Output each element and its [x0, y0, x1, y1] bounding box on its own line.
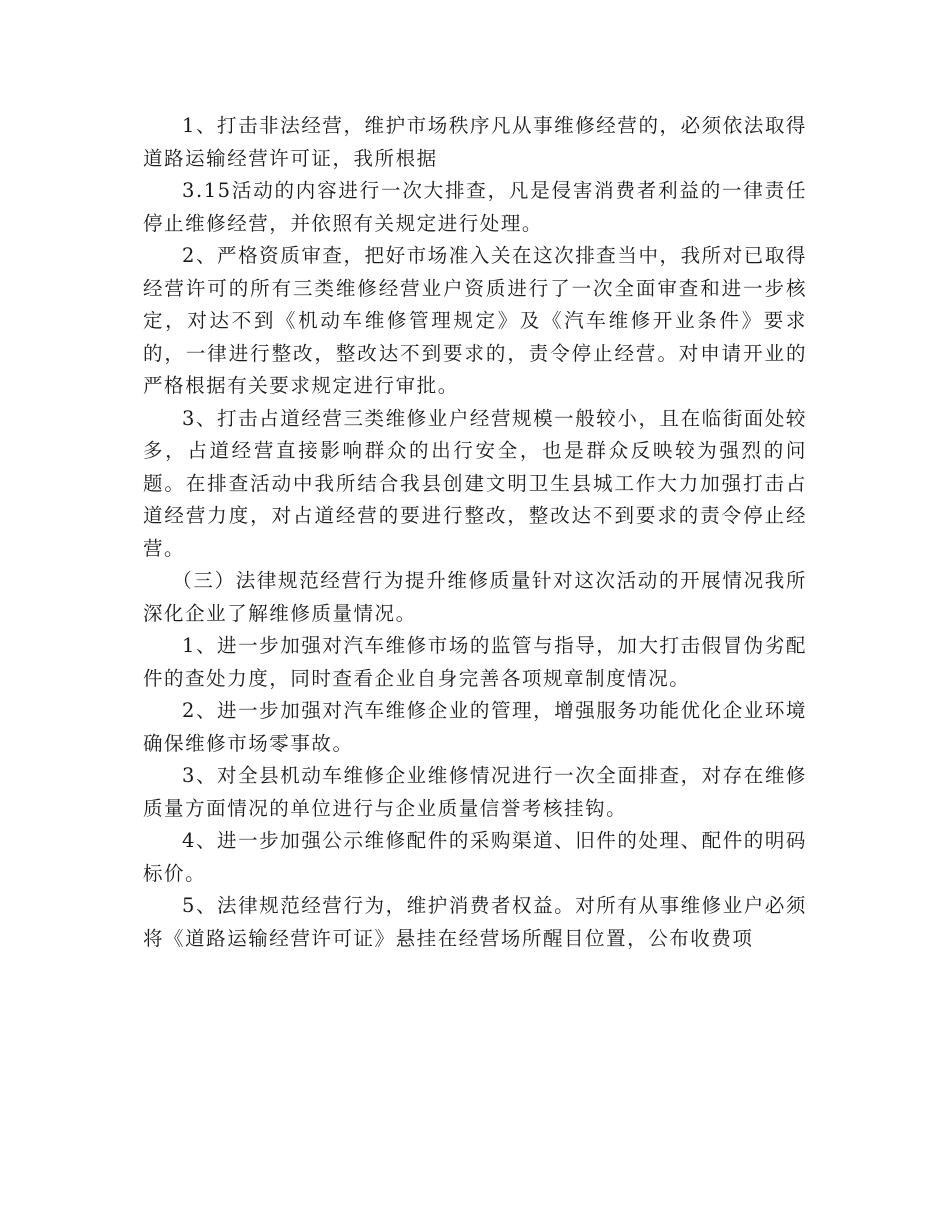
paragraph-enterprise-management: 2、进一步加强对汽车维修企业的管理，增强服务功能优化企业环境确保维修市场零事故。 — [143, 699, 807, 755]
paragraph-qualification-review: 2、严格资质审查，把好市场准入关在这次排查当中，我所对已取得经营许可的所有三类维修经营业户资质进行了一次全面审查和进一步核定，对达不到《机动车维修管理规定》及《汽车维修开业条件》要求的，一律进行整改，整改达不到要求的，责令停止经营。对申请开业的严格根据有关要求规定进行审批。 — [143, 244, 807, 397]
paragraph-315-inspection: 3.15活动的内容进行一次大排查，凡是侵害消费者利益的一律责任停止维修经营，并依照有关规定进行处理。 — [143, 179, 807, 235]
document-body — [143, 110, 807, 955]
paragraph-road-occupation: 3、打击占道经营三类维修业户经营规模一般较小，且在临街面处较多，占道经营直接影响群众的出行安全，也是群众反映较为强烈的问题。在排查活动中我所结合我县创建文明卫生县城工作大力加强打击占道经营力度，对占道经营的要进行整改，整改达不到要求的责令停止经营。 — [143, 406, 807, 560]
paragraph-parts-disclosure: 4、进一步加强公示维修配件的采购渠道、旧件的处理、配件的明码标价。 — [143, 829, 807, 885]
paragraph-crackdown-illegal-operation: 1、打击非法经营，维护市场秩序凡从事维修经营的，必须依法取得道路运输经营许可证，我所根据 — [143, 114, 807, 170]
paragraph-market-supervision: 1、进一步加强对汽车维修市场的监管与指导，加大打击假冒伪劣配件的查处力度，同时查看企业自身完善各项规章制度情况。 — [143, 634, 807, 690]
section-heading-legal-standards: （三）法律规范经营行为提升维修质量针对这次活动的开展情况我所深化企业了解维修质量情况。 — [143, 569, 807, 625]
paragraph-consumer-rights: 5、法律规范经营行为，维护消费者权益。对所有从事维修业户必须将《道路运输经营许可证》悬挂在经营场所醒目位置，公布收费项 — [143, 894, 807, 950]
paragraph-comprehensive-inspection: 3、对全县机动车维修企业维修情况进行一次全面排查，对存在维修质量方面情况的单位进行与企业质量信誉考核挂钩。 — [143, 764, 807, 820]
